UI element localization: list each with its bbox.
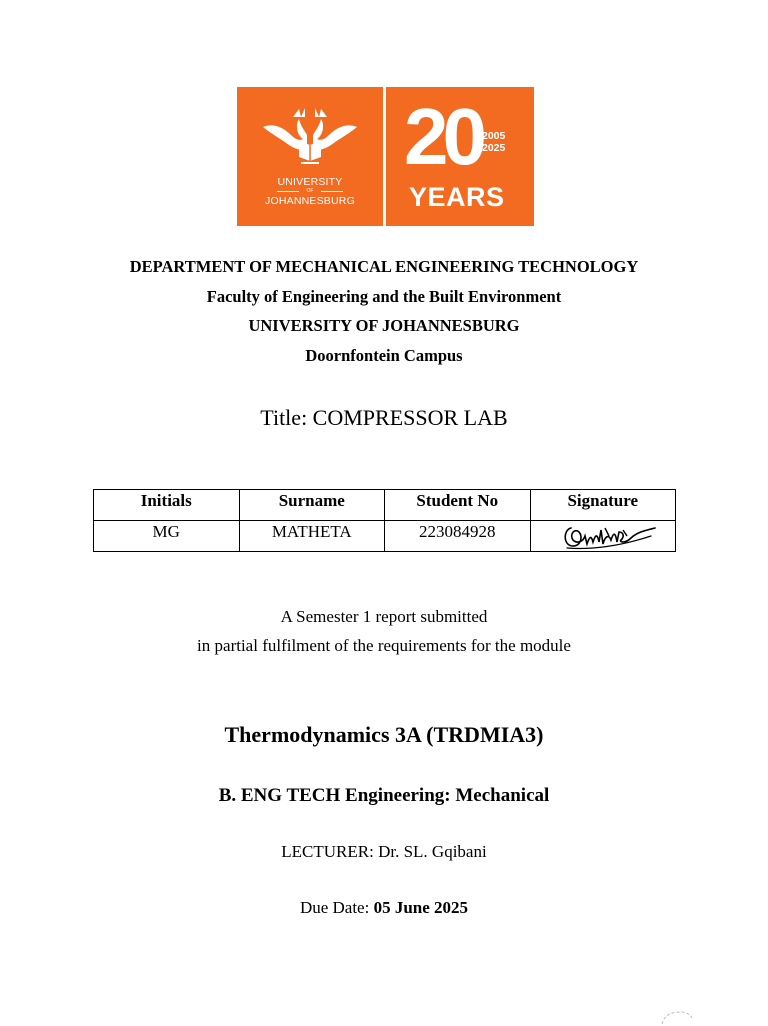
degree-name: B. ENG TECH Engineering: Mechanical: [218, 785, 550, 806]
lecturer-line: LECTURER: Dr. SL. Gqibani: [281, 842, 487, 861]
anniversary-logo-panel: [386, 87, 534, 226]
anniversary-year-start: 2005: [482, 130, 506, 142]
faculty-heading: Faculty of Engineering and the Built Environment: [206, 287, 562, 306]
logo-johannesburg-text: JOHANNESBURG: [265, 195, 355, 207]
anniversary-number: 20: [404, 92, 481, 181]
department-heading: DEPARTMENT OF MECHANICAL ENGINEERING TECHNOLOGY: [129, 257, 639, 276]
anniversary-year-end: 2025: [482, 142, 506, 154]
column-header-student-no: Student No: [385, 490, 531, 521]
column-header-signature: Signature: [530, 490, 676, 521]
due-date-value: 05 June 2025: [373, 898, 469, 917]
table-row: [94, 521, 676, 552]
due-date-line: [0, 898, 768, 918]
cell-initials: MG: [94, 521, 240, 552]
column-header-initials: Initials: [94, 490, 240, 521]
column-header-surname: Surname: [239, 490, 385, 521]
university-heading: UNIVERSITY OF JOHANNESBURG: [248, 316, 520, 335]
student-info-table: [93, 489, 676, 552]
due-date-label: Due Date:: [299, 898, 374, 917]
submission-line-1: A Semester 1 report submitted: [280, 607, 488, 626]
table-header-row: [94, 490, 676, 521]
uj-crest-icon: [255, 105, 365, 169]
cell-student-no: 223084928: [385, 521, 531, 552]
handwritten-signature: [561, 522, 657, 552]
university-logo: [237, 87, 535, 226]
uj-logo-panel: [237, 87, 383, 226]
campus-heading: Doornfontein Campus: [305, 346, 463, 365]
logo-of-text: OF: [306, 188, 314, 194]
module-name: Thermodynamics 3A (TRDMIA3): [224, 722, 544, 747]
cell-surname: MATHETA: [239, 521, 385, 552]
anniversary-years-word: YEARS: [409, 182, 505, 212]
report-title: Title: COMPRESSOR LAB: [260, 405, 508, 430]
cell-signature: [530, 521, 676, 552]
logo-divider-right: [321, 191, 343, 192]
submission-line-2: in partial fulfilment of the requirements for the module: [197, 636, 571, 655]
page-corner-mark: [660, 1008, 694, 1026]
logo-university-text: UNIVERSITY: [277, 176, 343, 188]
